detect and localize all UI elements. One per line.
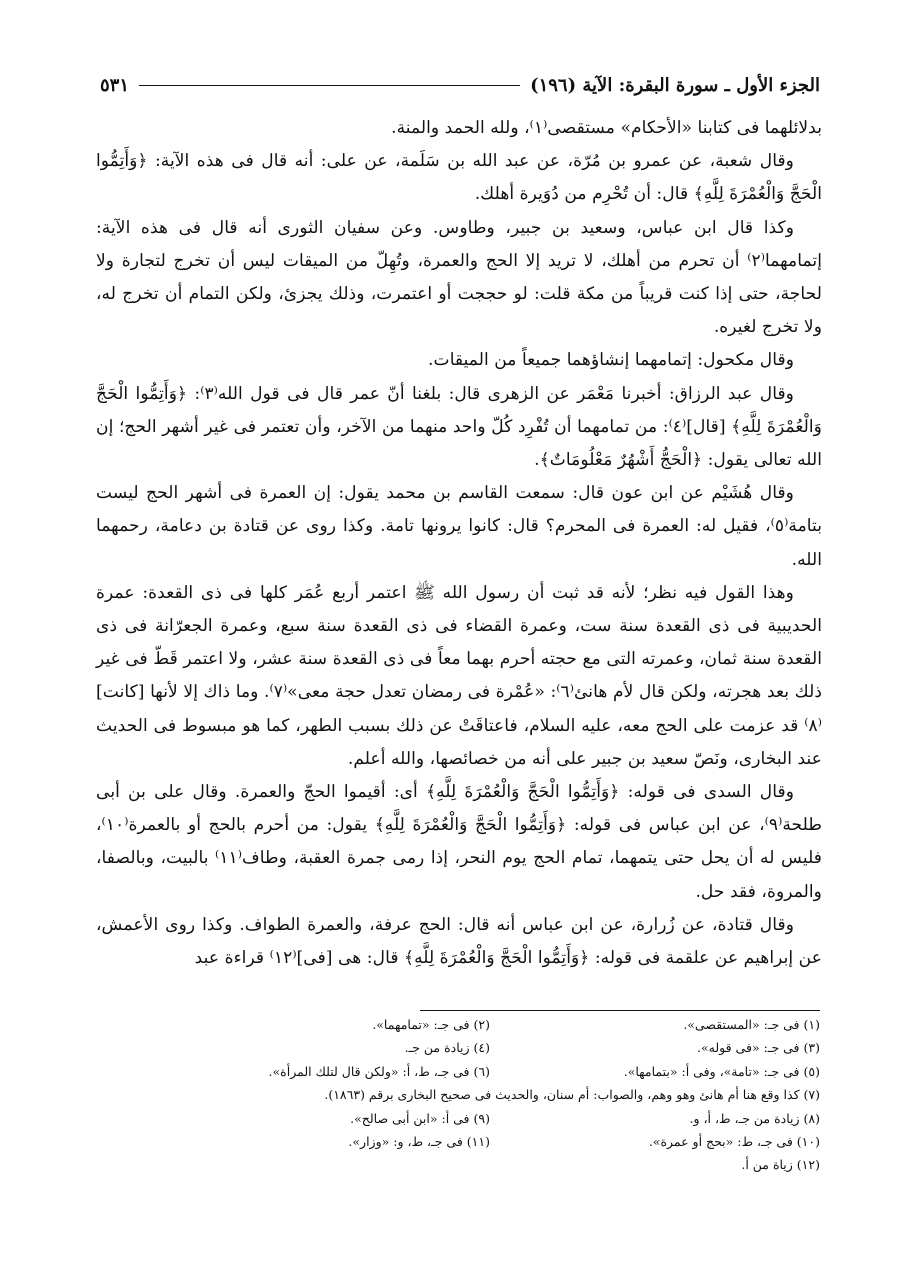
footnote: (٢) فى جـ: «تمامهما». — [372, 1017, 490, 1032]
footnote: (٥) فى جـ: «تامة»، وفى أ: «بتمامها». — [623, 1063, 820, 1079]
footnote-row — [160, 1013, 820, 1036]
paragraph: وقال قتادة، عن زُرارة، عن ابن عباس أنه قال: الحج عرفة، والعمرة الطواف. وكذا روى الأعمش، عن إبراهيم عن علقمة فى قوله: ﴿وَأَتِمُّوا الْحَجَّ وَالْعُمْرَةَ لِلَّهِ﴾ قال: هى [فى]⁽١٢⁾ قراءة عبد — [96, 914, 822, 969]
paragraph: وقال هُشَيْم عن ابن عون قال: سمعت القاسم بن محمد يقول: إن العمرة فى أشهر الحج ليست بتامة⁽٥⁾، فقيل له: العمرة فى المحرم؟ قال: كانوا يرونها تامة. وكذا روى عن قتادة بن دعامة، رحمهما الله. — [96, 483, 822, 570]
paragraph: وقال مكحول: إتمامهما إنشاؤهما جميعاً من الميقات. — [428, 350, 794, 371]
footnote-separator — [420, 1010, 820, 1011]
footnote-row — [160, 1060, 820, 1083]
paragraph: وهذا القول فيه نظر؛ لأنه قد ثبت أن رسول الله ﷺ اعتمر أربع عُمَر كلها فى ذى القعدة: عمرة الحديبية فى ذى القعدة سنة ست، وعمرة القضاء فى ذى القعدة سنة سبع، وعمرة الجعرّانة فى ذى القعدة سنة ثمان، وعمرته التى مع حجته أحرم بهما معاً فى ذى القعدة سنة عشر، ولا اعتمر قَطّ فى غير ذلك بعد هجرته، ولكن قال لأم هانئ⁽٦⁾: «عُمْرة فى رمضان تعدل حجة معى»⁽٧⁾. وما ذاك إلا لأنها [كانت]⁽٨⁾ قد عزمت على الحج معه، عليه السلام، فاعتاقَتْ عن ذلك بسبب الطهر، كما هو مبسوط فى الحديث عند البخارى، ونَصّ سعيد بن جبير على أنه من خصائصها، والله أعلم. — [96, 582, 822, 769]
footnote: (١٢) زياة من أ. — [741, 1157, 820, 1173]
footnote: (٨) زيادة من جـ، ط، أ، و. — [689, 1110, 820, 1126]
paragraph: وقال السدى فى قوله: ﴿وَأَتِمُّوا الْحَجَّ وَالْعُمْرَةَ لِلَّهِ﴾ أى: أقيموا الحجّ والعمرة. وقال على بن أبى طلحة⁽٩⁾، عن ابن عباس فى قوله: ﴿وَأَتِمُّوا الْحَجَّ وَالْعُمْرَةَ لِلَّهِ﴾ يقول: من أحرم بالحج أو بالعمرة⁽١٠⁾، فليس له أن يحل حتى يتمهما، تمام الحج يوم النحر، إذا رمى جمرة العقبة، وطاف⁽١١⁾ بالبيت، وبالصفا، والمروة، فقد حل. — [96, 782, 822, 902]
footnote: (١) فى جـ: «المستقصى». — [683, 1017, 820, 1032]
footnote: (٤) زيادة من جـ. — [404, 1040, 490, 1056]
footnote: (٧) كذا وقع هنا أم هانئ وهو وهم، والصواب: أم سنان، والحديث فى صحيح البخارى برقم (١٨٦٣). — [324, 1087, 820, 1103]
paragraph: بدلائلهما فى كتابنا «الأحكام» مستقصى⁽١⁾، ولله الحمد والمنة. — [391, 118, 822, 138]
header-rule — [139, 85, 520, 86]
running-header — [100, 70, 820, 100]
header-title: الجزء الأول ـ سورة البقرة: الآية (١٩٦) — [530, 74, 820, 96]
footnote: (٣) فى جـ: «فى قوله». — [697, 1040, 820, 1056]
footnote: (١١) فى جـ، ط، و: «وزار». — [348, 1134, 490, 1150]
footnote: (١٠) فى جـ، ط: «بحج أو عمرة». — [648, 1134, 820, 1150]
footnote-row — [160, 1130, 820, 1153]
footnote: (٦) فى جـ، ط، أ: «ولكن قال لتلك المرأة». — [268, 1063, 490, 1079]
footnote: (٩) فى أ: «ابن أبى صالح». — [350, 1110, 490, 1126]
paragraph: وكذا قال ابن عباس، وسعيد بن جبير، وطاوس. وعن سفيان الثورى أنه قال فى هذه الآية: إتمامهما⁽٢⁾ أن تحرم من أهلك، لا تريد إلا الحج والعمرة، وتُهِلّ من الميقات ليس أن تخرج لتجارة ولا لحاجة، حتى إذا كنت قريباً من مكة قلت: لو حججت أو اعتمرت، وذلك يجزئ، ولكن التمام أن تخرج له، ولا تخرج لغيره. — [96, 217, 822, 338]
paragraph: وقال شعبة، عن عمرو بن مُرّة، عن عبد الله بن سَلَمة، عن على: أنه قال فى هذه الآية: ﴿وَأَتِمُّوا الْحَجَّ وَالْعُمْرَةَ لِلَّهِ﴾ قال: أن تُحْرِم من دُوَيرة أهلك. — [96, 151, 822, 205]
footnotes — [160, 1013, 820, 1177]
footnote-row — [160, 1036, 820, 1059]
footnote-row — [160, 1107, 820, 1130]
paragraph: وقال عبد الرزاق: أخبرنا مَعْمَر عن الزهرى قال: بلغنا أنّ عمر قال فى قول الله⁽٣⁾: ﴿وَأَتِمُّوا الْحَجَّ وَالْعُمْرَةَ لِلَّهِ﴾ [قال]⁽٤⁾: من تمامهما أن تُفْرِد كُلّ واحد منهما من الآخر، وأن تعتمر فى غير أشهر الحج؛ إن الله تعالى يقول: ﴿الْحَجُّ أَشْهُرٌ مَعْلُومَاتٌ﴾. — [96, 383, 822, 471]
main-text — [96, 112, 822, 975]
page-number: ٥٣١ — [100, 74, 130, 96]
